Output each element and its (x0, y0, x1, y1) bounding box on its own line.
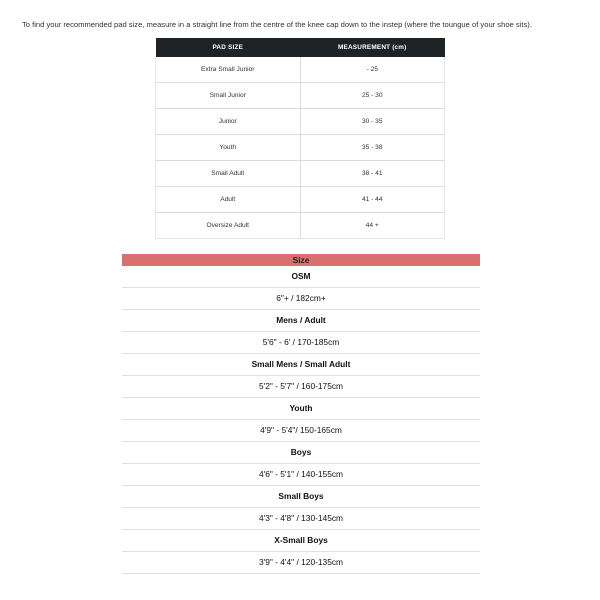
size-value-row: 3'9" - 4'4" / 120-135cm (122, 552, 480, 574)
size-value-row: 4'9" - 5'4"/ 150-165cm (122, 420, 480, 442)
pad-size-cell: Adult (156, 187, 301, 213)
size-label-row: Youth (122, 398, 480, 420)
pad-size-cell: Small Adult (156, 161, 301, 187)
pad-size-cell: Junior (156, 109, 301, 135)
size-value-row: 4'6" - 5'1" / 140-155cm (122, 464, 480, 486)
measurement-cell: 41 - 44 (300, 187, 445, 213)
size-header: Size (122, 254, 480, 266)
size-value-row: 4'3" - 4'8" / 130-145cm (122, 508, 480, 530)
table-row (156, 83, 445, 109)
size-label-row: OSM (122, 266, 480, 288)
measurement-column-header: MEASUREMENT (cm) (300, 38, 445, 57)
pad-size-cell: Small Junior (156, 83, 301, 109)
measurement-cell: 38 - 41 (300, 161, 445, 187)
measurement-cell: 25 - 30 (300, 83, 445, 109)
table-row (156, 187, 445, 213)
table-row (156, 213, 445, 239)
size-label-row: Small Boys (122, 486, 480, 508)
table-row (156, 57, 445, 83)
measurement-cell: - 25 (300, 57, 445, 83)
pad-size-column-header: PAD SIZE (156, 38, 301, 57)
table-row (156, 161, 445, 187)
measurement-cell: 30 - 35 (300, 109, 445, 135)
size-value-row: 5'6" - 6' / 170-185cm (122, 332, 480, 354)
size-label-row: Small Mens / Small Adult (122, 354, 480, 376)
pad-size-table (155, 38, 445, 239)
size-chart-table (122, 254, 480, 574)
size-label-row: Boys (122, 442, 480, 464)
measurement-cell: 44 + (300, 213, 445, 239)
pad-size-cell: Youth (156, 135, 301, 161)
size-value-row: 6"+ / 182cm+ (122, 288, 480, 310)
size-value-row: 5'2" - 5'7" / 160-175cm (122, 376, 480, 398)
intro-text: To find your recommended pad size, measure in a straight line from the centre of the knee cap down to the instep (where the toungue of your shoe sits). (22, 20, 532, 29)
table-row (156, 109, 445, 135)
pad-size-cell: Oversize Adult (156, 213, 301, 239)
size-label-row: X-Small Boys (122, 530, 480, 552)
pad-table-header-row (156, 38, 445, 57)
size-label-row: Mens / Adult (122, 310, 480, 332)
pad-size-cell: Extra Small Junior (156, 57, 301, 83)
table-row (156, 135, 445, 161)
measurement-cell: 35 - 38 (300, 135, 445, 161)
